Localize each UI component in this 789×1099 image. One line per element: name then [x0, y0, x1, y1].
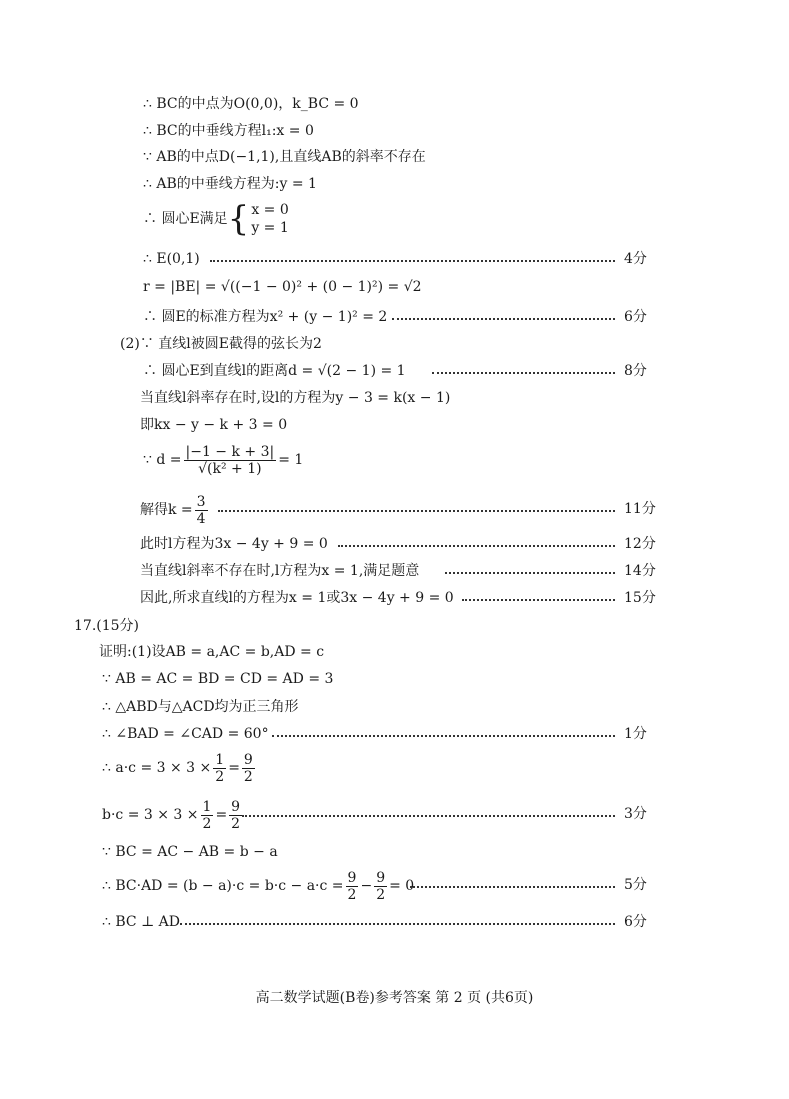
fraction-denominator: 2	[243, 768, 253, 785]
fraction-denominator: 2	[376, 886, 386, 903]
fraction-numerator: 9	[231, 798, 241, 815]
leader-dots	[445, 572, 615, 574]
score-1: 1分	[624, 726, 647, 742]
line-ab-midpoint: ∵ AB的中点D(−1,1),且直线AB的斜率不存在	[143, 149, 426, 165]
score-8: 8分	[624, 363, 647, 379]
equals-zero: = 0	[389, 878, 415, 894]
line-angles: ∴ ∠BAD = ∠CAD = 60°	[102, 726, 269, 742]
line-bc-dot	[102, 795, 244, 835]
line-part2-chord: (2)∵ 直线l被圆E截得的弦长为2	[120, 336, 322, 352]
line-distance-formula	[143, 440, 303, 480]
page-footer: 高二数学试题(B卷)参考答案 第 2 页 (共6页)	[255, 990, 534, 1006]
system-eq-1: x = 0	[251, 202, 289, 218]
fraction-denominator: 2	[202, 815, 212, 832]
fraction-numerator: |−1 − k + 3|	[185, 443, 275, 460]
fraction-denominator: √(k² + 1)	[198, 460, 262, 477]
score-15: 15分	[624, 590, 656, 606]
score-5: 5分	[624, 877, 647, 893]
distance-lhs: ∵ d =	[143, 452, 182, 468]
score-12: 12分	[624, 536, 656, 552]
leader-dots	[210, 260, 615, 262]
equals-sign: =	[215, 807, 228, 823]
dot-product-lead: ∴ BC·AD = (b − a)·c = b·c − a·c =	[102, 878, 344, 894]
line-bc-midpoint: ∴ BC的中点为O(0,0)，k_BC = 0	[143, 96, 359, 112]
line-radius: r = |BE| = √((−1 − 0)² + (0 − 1)²) = √2	[143, 279, 422, 295]
fraction-numerator: 1	[215, 751, 225, 768]
line-ab-perp-bisector: ∴ AB的中垂线方程为:y = 1	[143, 176, 317, 192]
line-slope-exists: 当直线l斜率存在时,设l的方程为y − 3 = k(x − 1)	[140, 390, 451, 406]
ac-dot-lead: ∴ a·c = 3 × 3 ×	[102, 760, 212, 776]
fraction-numerator: 3	[196, 493, 206, 510]
line-distance: ∴ 圆心E到直线l的距离d = √(2 − 1) = 1	[143, 363, 406, 379]
line-equal-lengths: ∵ AB = AC = BD = CD = AD = 3	[102, 671, 334, 687]
fraction-numerator: 1	[202, 798, 212, 815]
distance-rhs: = 1	[278, 452, 304, 468]
fraction-numerator: 9	[347, 869, 357, 886]
line-center-system	[143, 201, 289, 237]
line-dot-product	[102, 866, 414, 906]
leader-dots	[392, 318, 615, 320]
score-6: 6分	[624, 309, 647, 325]
leader-dots	[218, 510, 615, 512]
brace-symbol: {	[227, 199, 250, 239]
line-equilateral: ∴ △ABD与△ACD均为正三角形	[102, 699, 299, 715]
leader-dots	[180, 923, 615, 925]
k-fraction	[195, 494, 208, 527]
leader-dots	[272, 735, 615, 737]
line-bc-vector: ∵ BC = AC − AB = b − a	[102, 844, 278, 860]
minus-sign: −	[360, 878, 373, 894]
system-lead: ∴ 圆心E满足	[143, 211, 228, 227]
fraction-denominator: 2	[215, 768, 225, 785]
equals-sign: =	[228, 760, 240, 776]
leader-dots	[432, 372, 615, 374]
line-conclusion: 因此,所求直线l的方程为x = 1或3x − 4y + 9 = 0	[140, 590, 454, 606]
fraction-nine-halves	[242, 752, 255, 785]
line-l-equation: 此时l方程为3x − 4y + 9 = 0	[140, 536, 328, 552]
system-eq-2: y = 1	[251, 220, 289, 236]
line-bc-perp-bisector: ∴ BC的中垂线方程l₁:x = 0	[143, 123, 314, 139]
leader-dots	[410, 886, 615, 888]
line-solve-k	[140, 490, 210, 530]
fraction-half	[201, 799, 214, 832]
solve-k-lead: 解得k =	[140, 502, 193, 518]
distance-fraction	[184, 444, 277, 477]
bc-dot-lead: b·c = 3 × 3 ×	[102, 807, 199, 823]
line-vector-setup: 证明:(1)设AB = a,AC = b,AD = c	[99, 644, 325, 660]
line-ac-dot	[102, 748, 257, 788]
line-center-e: ∴ E(0,1)	[143, 251, 200, 267]
fraction-denominator: 4	[196, 510, 206, 527]
fraction-numerator: 9	[376, 869, 386, 886]
fraction-numerator: 9	[243, 751, 253, 768]
leader-dots	[338, 545, 615, 547]
fraction-denominator: 2	[231, 815, 241, 832]
line-slope-not-exists: 当直线l斜率不存在时,l方程为x = 1,满足题意	[140, 563, 420, 579]
fraction-half	[213, 752, 226, 785]
leader-dots	[242, 815, 615, 817]
line-general-form: 即kx − y − k + 3 = 0	[140, 417, 288, 433]
fraction-nine-halves	[346, 870, 359, 903]
line-circle-equation: ∴ 圆E的标准方程为x² + (y − 1)² = 2	[143, 309, 388, 325]
line-perpendicular: ∴ BC ⊥ AD	[102, 914, 181, 930]
problem-17-heading: 17.(15分)	[74, 618, 140, 634]
score-11: 11分	[624, 501, 656, 517]
score-14: 14分	[624, 563, 656, 579]
fraction-nine-halves	[374, 870, 387, 903]
score-3: 3分	[624, 806, 647, 822]
leader-dots	[462, 599, 615, 601]
score-6b: 6分	[624, 914, 647, 930]
fraction-nine-halves	[229, 799, 242, 832]
score-4: 4分	[624, 251, 647, 267]
fraction-denominator: 2	[347, 886, 357, 903]
system-equations	[251, 201, 288, 237]
